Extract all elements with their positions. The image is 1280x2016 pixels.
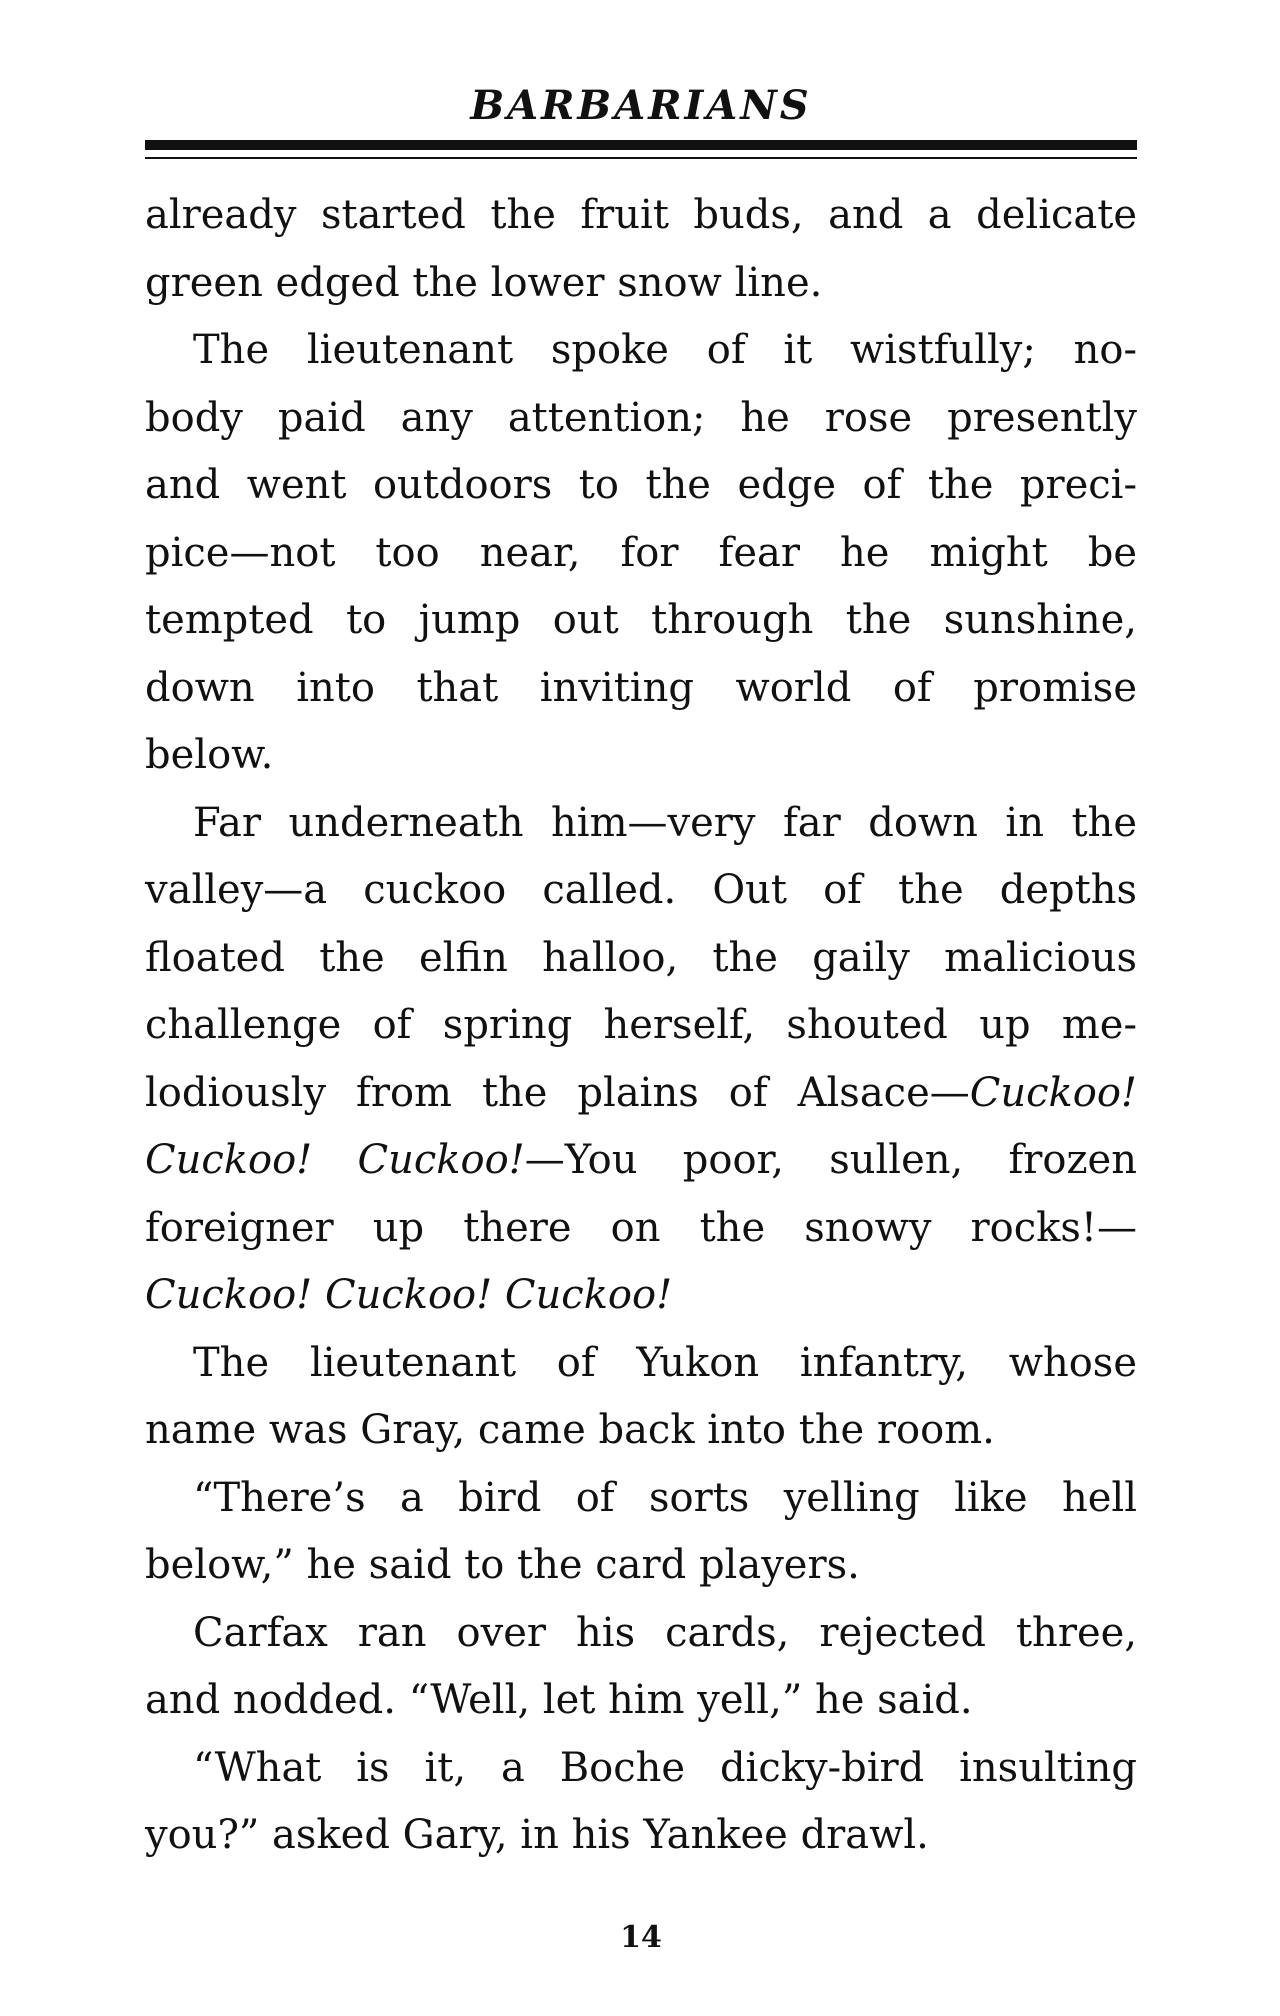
- running-head: BARBARIANS: [470, 82, 812, 129]
- text-line: The lieutenant of Yukon infantry, whose: [193, 1339, 1137, 1386]
- text-line: valley—a cuckoo called. Out of the depths: [145, 867, 1137, 913]
- text-line: you?” asked Gary, in his Yankee drawl.: [145, 1812, 929, 1858]
- text-line: Carfax ran over his cards, rejected three,: [193, 1609, 1137, 1656]
- text-line: “What is it, a Boche dicky-bird insulting: [193, 1744, 1137, 1791]
- text-line: floated the elfin halloo, the gaily malicious: [145, 934, 1137, 981]
- page-number: 14: [620, 1920, 662, 1955]
- text-line: foreigner up there on the snowy rocks!—: [145, 1204, 1137, 1251]
- text-line: challenge of spring herself, shouted up me-: [145, 1002, 1137, 1048]
- text-line: below,” he said to the card players.: [145, 1542, 860, 1588]
- body-text: [145, 182, 1137, 1870]
- text-line: down into that inviting world of promise: [145, 664, 1137, 711]
- text-line: and went outdoors to the edge of the preci-: [145, 462, 1137, 508]
- header-rule-thick: [145, 140, 1137, 150]
- text-line: already started the fruit buds, and a delicate: [145, 192, 1137, 238]
- text-line: green edged the lower snow line.: [145, 259, 823, 306]
- text-line: and nodded. “Well, let him yell,” he said.: [145, 1677, 973, 1723]
- book-page: [145, 0, 1137, 2016]
- text-line: pice—not too near, for fear he might be: [145, 529, 1137, 576]
- text-line: “There’s a bird of sorts yelling like hell: [193, 1474, 1137, 1521]
- text-line: body paid any attention; he rose presently: [145, 394, 1137, 441]
- text-line: name was Gray, came back into the room.: [145, 1407, 995, 1453]
- text-line: lodiously from the plains of Alsace—Cuckoo!: [145, 1069, 1137, 1116]
- text-line: Cuckoo! Cuckoo!—You poor, sullen, frozen: [145, 1137, 1137, 1183]
- text-line: Far underneath him—very far down in the: [193, 799, 1137, 846]
- text-line: Cuckoo! Cuckoo! Cuckoo!: [145, 1272, 673, 1318]
- header-rule-thin: [145, 157, 1137, 159]
- text-line: below.: [145, 732, 274, 778]
- text-line: tempted to jump out through the sunshine,: [145, 597, 1137, 643]
- text-line: The lieutenant spoke of it wistfully; no-: [193, 327, 1137, 373]
